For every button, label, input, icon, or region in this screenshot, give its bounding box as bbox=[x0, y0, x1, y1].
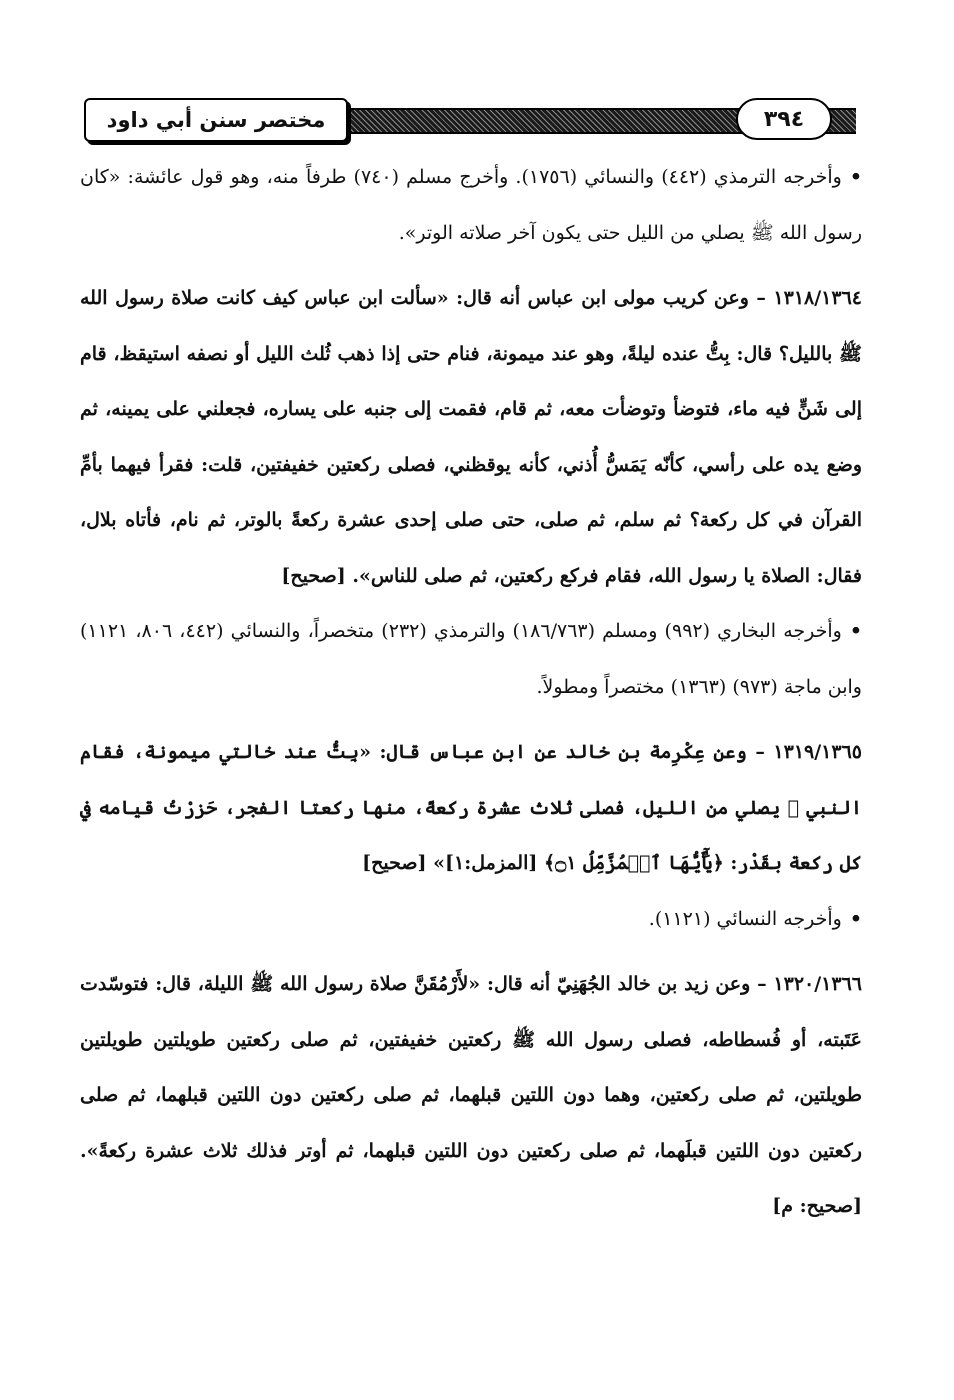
takhrij-note: • وأخرجه البخاري (٩٩٢) ومسلم (١٨٦/٧٦٣) والترمذي (٢٣٢) متخصراً، والنسائي (٤٤٢، ٨٠٦، ١١٢١) وابن ماجة (٩٧٣) (١٣٦٣) مختصراً ومطولاً. bbox=[80, 604, 862, 715]
takhrij-note: • وأخرجه النسائي (١١٢١). bbox=[80, 892, 862, 948]
paragraph-gap bbox=[80, 261, 862, 271]
running-header bbox=[84, 96, 856, 146]
hadith-paragraph: ١٣١٩/١٣٦٥ – وعن عِكْرِمة بن خالد عن ابن عباس قال: «بِتُّ عند خالتي ميمونة، فقام النبي ﷺ يصلي من الليل، فصلى ثلاث عشرة ركعةً، منها ركعتا الفجر، حَزرْتُ قيامه في كل ركعة بقَدْر: ﴿يَٰٓأَيُّهَا ٱلۡمُزَّمِّلُ ۝١﴾ [المزمل:١]» [صحيح] bbox=[80, 741, 862, 874]
paragraph-gap bbox=[80, 715, 862, 725]
takhrij-note: • وأخرجه الترمذي (٤٤٢) والنسائي (١٧٥٦). وأخرج مسلم (٧٤٠) طرفاً منه، وهو قول عائشة: «كان رسول الله ﷺ يصلي من الليل حتى يكون آخر صلاته الوتر». bbox=[80, 150, 862, 261]
page-body bbox=[80, 150, 862, 1235]
hadith-paragraph: ١٣١٨/١٣٦٤ – وعن كريب مولى ابن عباس أنه قال: «سألت ابن عباس كيف كانت صلاة رسول الله ﷺ بالليل؟ قال: بِتُّ عنده ليلةً، وهو عند ميمونة، فنام حتى إذا ذهب ثُلث الليل أو نصفه استيقظ، قام إلى شَنٍّ فيه ماء، فتوضأ وتوضأت معه، ثم قام، فقمت إلى جنبه على يساره، فجعلني على يمينه، ثم وضع يده على رأسي، كأنّه يَمَسُّ أُذني، كأنه يوقظني، فصلى ركعتين خفيفتين، قلت: فقرأ فيهما بأمِّ القرآن في كل ركعة؟ ثم سلم، ثم صلى، حتى صلى إحدى عشرة ركعةً بالوتر، ثم نام، فأتاه بلال، فقال: الصلاة يا رسول الله، فقام فركع ركعتين، ثم صلى للناس». [صحيح] bbox=[80, 287, 862, 587]
page-number: ٣٩٤ bbox=[736, 98, 832, 140]
book-title: مختصر سنن أبي داود bbox=[84, 98, 348, 142]
hadith-paragraph: ١٣٢٠/١٣٦٦ – وعن زيد بن خالد الجُهَنِيّ أنه قال: «لأَرْمُقَنَّ صلاة رسول الله ﷺ الليلة، قال: فتوسّدت عَتَبته، أو فُسطاطه، فصلى رسول الله ﷺ ركعتين خفيفتين، ثم صلى ركعتين طويلتين طويلتين طويلتين، ثم صلى ركعتين، وهما دون اللتين قبلهما، ثم صلى ركعتين دون اللتين قبلهما، ثم صلى ركعتين دون اللتين قبلَهما، ثم صلى ركعتين دون اللتين قبلهما، ثم أوتر فذلك ثلاث عشرة ركعةً». [صحيح: م] bbox=[80, 973, 862, 1217]
paragraph-gap bbox=[80, 947, 862, 957]
